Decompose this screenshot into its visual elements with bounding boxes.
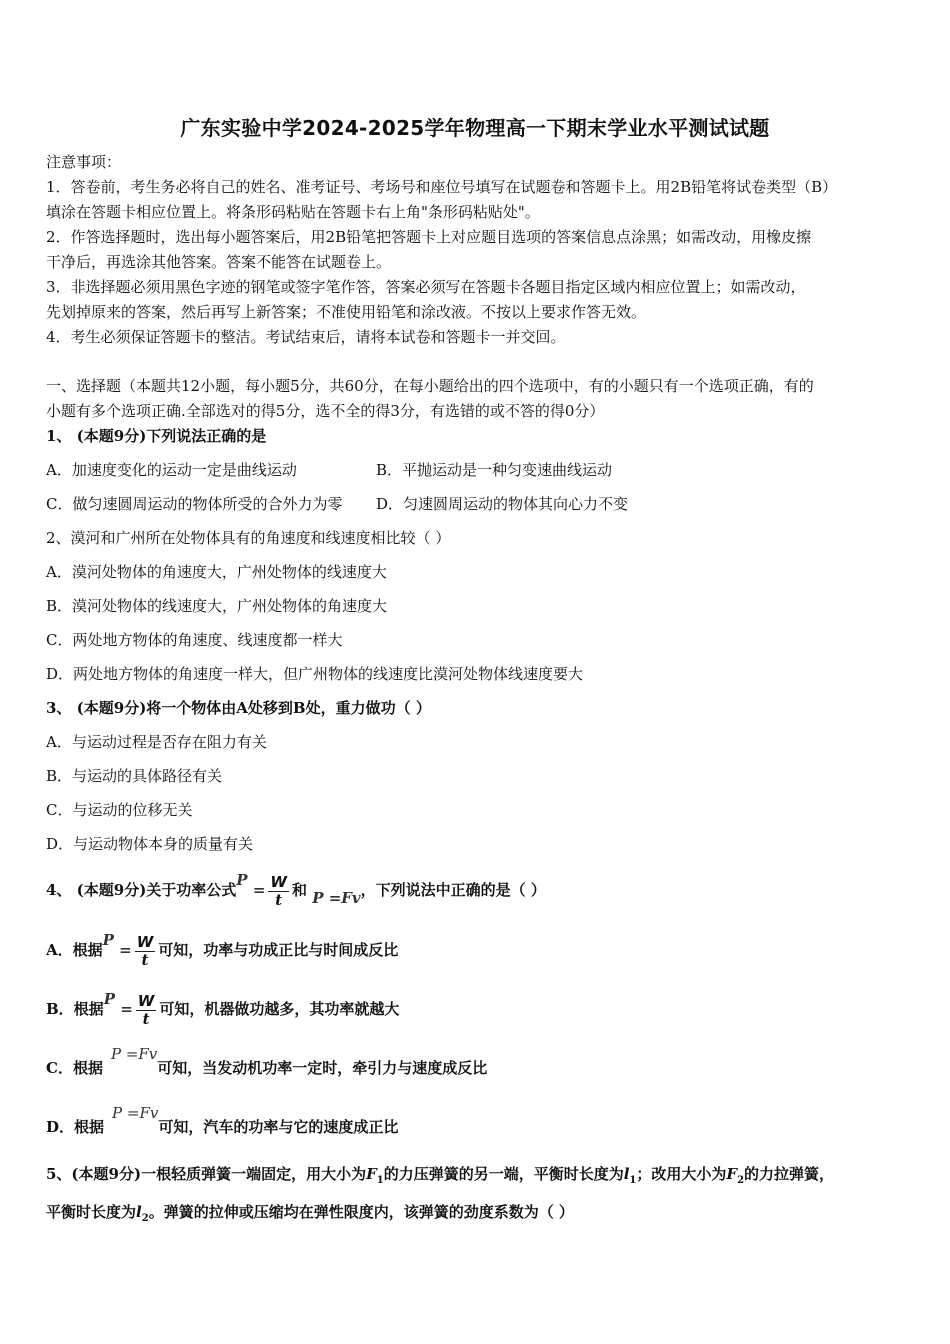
notice-line-5: 3．非选择题必须用黑色字迹的钢笔或签字笔作答，答案必须写在答题卡各题目指定区域内相应位置上；如需改动， bbox=[46, 278, 806, 296]
question-2-option-b: B．漠河处物体的线速度大，广州处物体的角速度大 bbox=[46, 597, 388, 615]
question-3-option-d: D．与运动物体本身的质量有关 bbox=[46, 835, 254, 853]
question-4-stem bbox=[46, 872, 546, 909]
question-2-option-d: D．两处地方物体的角速度一样大，但广州物体的线速度比漠河处物体线速度要大 bbox=[46, 665, 584, 683]
formula-denominator: t bbox=[275, 890, 283, 909]
formula-p: P bbox=[103, 990, 115, 1008]
formula-w-over-t bbox=[135, 934, 156, 969]
formula-denominator: t bbox=[141, 950, 149, 969]
question-4-option-a bbox=[46, 932, 398, 969]
question-4-option-c-pre: C．根据 bbox=[46, 1059, 103, 1077]
formula-equals: = bbox=[252, 881, 266, 899]
formula-p-fv: P =Fv bbox=[312, 889, 361, 907]
symbol-f2: F bbox=[726, 1165, 738, 1183]
notice-line-7: 4．考生必须保证答题卡的整洁。考试结束后，请将本试卷和答题卡一并交回。 bbox=[46, 328, 566, 346]
question-3-stem: 3、 (本题9分)将一个物体由A处移到B处，重力做功（ ） bbox=[46, 699, 431, 717]
formula-p-fv: P =Fv bbox=[112, 1104, 159, 1122]
question-2-option-c: C．两处地方物体的角速度、线速度都一样大 bbox=[46, 631, 343, 649]
question-5-text-6: 。弹簧的拉伸或压缩均在弹性限度内，该弹簧的劲度系数为（ ） bbox=[148, 1203, 574, 1221]
question-1-option-c: C．做匀速圆周运动的物体所受的合外力为零 bbox=[46, 495, 343, 513]
formula-p: P bbox=[236, 871, 248, 889]
question-2-option-a: A．漠河处物体的角速度大，广州处物体的线速度大 bbox=[46, 563, 387, 581]
page-title: 广东实验中学2024-2025学年物理高一下期末学业水平测试试题 bbox=[180, 116, 770, 140]
question-5-text-3: ；改用大小为 bbox=[636, 1165, 727, 1183]
symbol-l1-subscript: 1 bbox=[629, 1175, 637, 1186]
notice-line-4: 干净后，再选涂其他答案。答案不能答在试题卷上。 bbox=[46, 253, 392, 271]
question-4-option-d-pre: D．根据 bbox=[46, 1118, 105, 1136]
question-3-option-a: A．与运动过程是否存在阻力有关 bbox=[46, 733, 267, 751]
section-heading-line-2: 小题有多个选项正确.全部选对的得5分，选不全的得3分，有选错的或不答的得0分） bbox=[46, 402, 605, 420]
question-4-option-c-post: 可知，当发动机功率一定时，牵引力与速度成反比 bbox=[157, 1059, 488, 1077]
question-5-text-5: 平衡时长度为 bbox=[46, 1203, 137, 1221]
question-4-option-c bbox=[46, 1045, 488, 1086]
formula-denominator: t bbox=[142, 1009, 150, 1028]
symbol-f2-subscript: 2 bbox=[737, 1175, 745, 1186]
question-1-option-a: A．加速度变化的运动一定是曲线运动 bbox=[46, 461, 297, 479]
question-4-option-d bbox=[46, 1104, 399, 1145]
symbol-l2-subscript: 2 bbox=[141, 1213, 149, 1224]
question-4-option-b bbox=[46, 991, 399, 1028]
formula-numerator: W bbox=[270, 872, 287, 891]
symbol-f1-subscript: 1 bbox=[376, 1175, 384, 1186]
question-5-text-2: 的力压弹簧的另一端，平衡时长度为 bbox=[383, 1165, 624, 1183]
question-5-stem-line-1 bbox=[46, 1164, 834, 1191]
question-4-stem-pre: 4、 (本题9分)关于功率公式 bbox=[46, 881, 237, 899]
notice-line-2: 填涂在答题卡相应位置上。将条形码粘贴在答题卡右上角"条形码粘贴处"。 bbox=[46, 203, 540, 221]
question-4-stem-post: ，下列说法中正确的是（ ） bbox=[360, 881, 546, 899]
symbol-l2: l bbox=[136, 1203, 142, 1221]
formula-equals: = bbox=[120, 1000, 133, 1018]
formula-w-over-t bbox=[268, 874, 289, 909]
formula-numerator: W bbox=[137, 991, 155, 1010]
formula-numerator: W bbox=[136, 932, 154, 951]
question-1-stem: 1、 (本题9分)下列说法正确的是 bbox=[46, 427, 267, 445]
notice-heading: 注意事项： bbox=[46, 153, 122, 171]
question-4-option-b-post: 可知，机器做功越多，其功率就越大 bbox=[159, 1000, 400, 1018]
question-1-option-d: D．匀速圆周运动的物体其向心力不变 bbox=[376, 495, 629, 513]
notice-line-3: 2．作答选择题时，选出每小题答案后，用2B铅笔把答题卡上对应题目选项的答案信息点涂黑；如需改动，用橡皮擦 bbox=[46, 228, 812, 246]
question-4-stem-mid: 和 bbox=[291, 881, 307, 899]
question-4-option-d-post: 可知，汽车的功率与它的速度成正比 bbox=[158, 1118, 399, 1136]
formula-p-fv: P =Fv bbox=[110, 1045, 158, 1063]
notice-line-6: 先划掉原来的答案，然后再写上新答案；不准使用铅笔和涂改液。不按以上要求作答无效。 bbox=[46, 303, 647, 321]
formula-w-over-t bbox=[136, 993, 157, 1028]
question-4-option-b-pre: B．根据 bbox=[46, 1000, 104, 1018]
notice-line-1: 1．答卷前，考生务必将自己的姓名、准考证号、考场号和座位号填写在试题卷和答题卡上。用2B铅笔将试卷类型（B） bbox=[46, 178, 838, 196]
question-5-stem-line-2 bbox=[46, 1202, 574, 1229]
question-3-option-c: C．与运动的位移无关 bbox=[46, 801, 193, 819]
symbol-f1: F bbox=[366, 1165, 377, 1183]
question-1-option-b: B．平抛运动是一种匀变速曲线运动 bbox=[376, 461, 613, 479]
symbol-l1: l bbox=[623, 1165, 630, 1183]
question-3-option-b: B．与运动的具体路径有关 bbox=[46, 767, 223, 785]
formula-p: P bbox=[102, 931, 114, 949]
question-4-option-a-pre: A．根据 bbox=[46, 941, 103, 959]
question-5-text-1: 5、(本题9分)一根轻质弹簧一端固定，用大小为 bbox=[46, 1165, 367, 1183]
question-5-text-4: 的力拉弹簧， bbox=[744, 1165, 835, 1183]
question-2-stem: 2、漠河和广州所在处物体具有的角速度和线速度相比较（ ） bbox=[46, 529, 451, 547]
formula-equals: = bbox=[119, 941, 132, 959]
question-4-option-a-post: 可知，功率与功成正比与时间成反比 bbox=[158, 941, 399, 959]
section-heading-line-1: 一、选择题（本题共12小题，每小题5分，共60分，在每小题给出的四个选项中，有的小题只有一个选项正确，有的 bbox=[46, 377, 814, 395]
